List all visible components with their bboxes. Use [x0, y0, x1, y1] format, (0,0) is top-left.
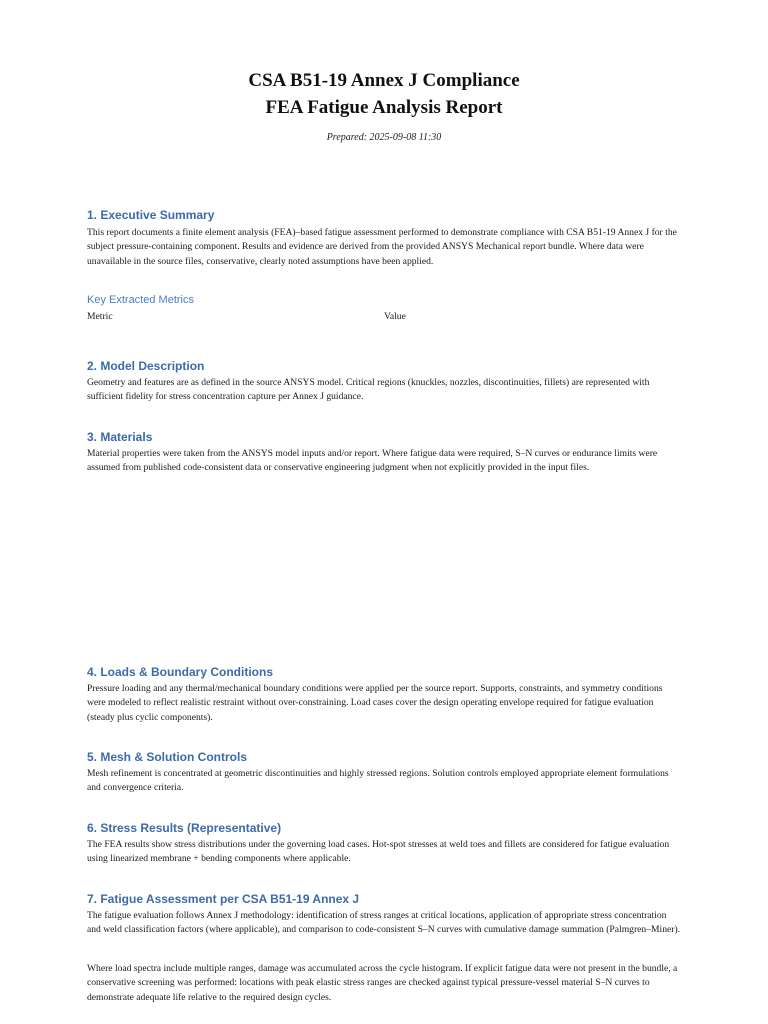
section-heading-loads-boundary-conditions: 4. Loads & Boundary Conditions [87, 665, 274, 679]
report-title-line-2: FEA Fatigue Analysis Report [265, 97, 503, 118]
section-heading-fatigue-assessment: 7. Fatigue Assessment per CSA B51-19 Annex J [87, 892, 360, 906]
metrics-table-header-value: Value [384, 311, 406, 322]
mesh-text: Mesh refinement is concentrated at geometric discontinuities and highly stressed regions. Solution controls employed appropriate element formulations and convergence criteria. [87, 768, 669, 794]
section-heading-stress-results: 6. Stress Results (Representative) [87, 821, 282, 835]
section-heading-mesh-solution-controls: 5. Mesh & Solution Controls [87, 750, 248, 764]
section-heading-model-description: 2. Model Description [87, 359, 205, 373]
report-title-line-1: CSA B51-19 Annex J Compliance [248, 70, 520, 91]
metrics-table-header-metric: Metric [87, 311, 113, 322]
prepared-date: Prepared: 2025-09-08 11:30 [326, 132, 442, 143]
fatigue-assessment-text-1: The fatigue evaluation follows Annex J methodology: identification of stress ranges at critical locations, application of appropriate stress concentration and weld classification factors (where applicable), and comparison to code-consistent S–N curves with cumulative damage summation (Palmgren–Miner). [87, 910, 681, 936]
section-heading-executive-summary: 1. Executive Summary [87, 208, 215, 222]
loads-text: Pressure loading and any thermal/mechanical boundary conditions were applied per the source report. Supports, constraints, and symmetry conditions were modeled to reflect realistic restraint without over-constraining. Load cases cover the design operating envelope required for fatigue evaluation (steady plus cyclic components). [87, 683, 663, 723]
fatigue-assessment-text-2: Where load spectra include multiple ranges, damage was accumulated across the cycle histogram. If explicit fatigue data were not present in the bundle, a conservative screening was performed: locations with peak elastic stress ranges are checked against typical pressure-vessel material S–N curves to demonstrate adequate life relative to the required design cycles. [87, 963, 678, 1003]
materials-text: Material properties were taken from the ANSYS model inputs and/or report. Where fatigue data were required, S–N curves or endurance limits were assumed from published code-consistent data or conservative engineering judgment when not explicitly provided in the input files. [87, 448, 658, 474]
stress-results-text: The FEA results show stress distributions under the governing load cases. Hot-spot stresses at weld toes and fillets are considered for fatigue evaluation using linearized membrane + bending components where applicable. [87, 839, 670, 865]
section-heading-materials: 3. Materials [87, 430, 153, 444]
executive-summary-text: This report documents a finite element analysis (FEA)–based fatigue assessment performed to demonstrate compliance with CSA B51-19 Annex J for the subject pressure-containing component. Results and evidence are derived from the provided ANSYS Mechanical report bundle. Where data were unavailable in the source files, conservative, clearly noted assumptions have been applied. [87, 227, 677, 267]
subheading-key-extracted-metrics: Key Extracted Metrics [87, 294, 194, 306]
model-description-text: Geometry and features are as defined in the source ANSYS model. Critical regions (knuckles, nozzles, discontinuities, fillets) are represented with sufficient fidelity for stress concentration capture per Annex J guidance. [87, 377, 650, 403]
